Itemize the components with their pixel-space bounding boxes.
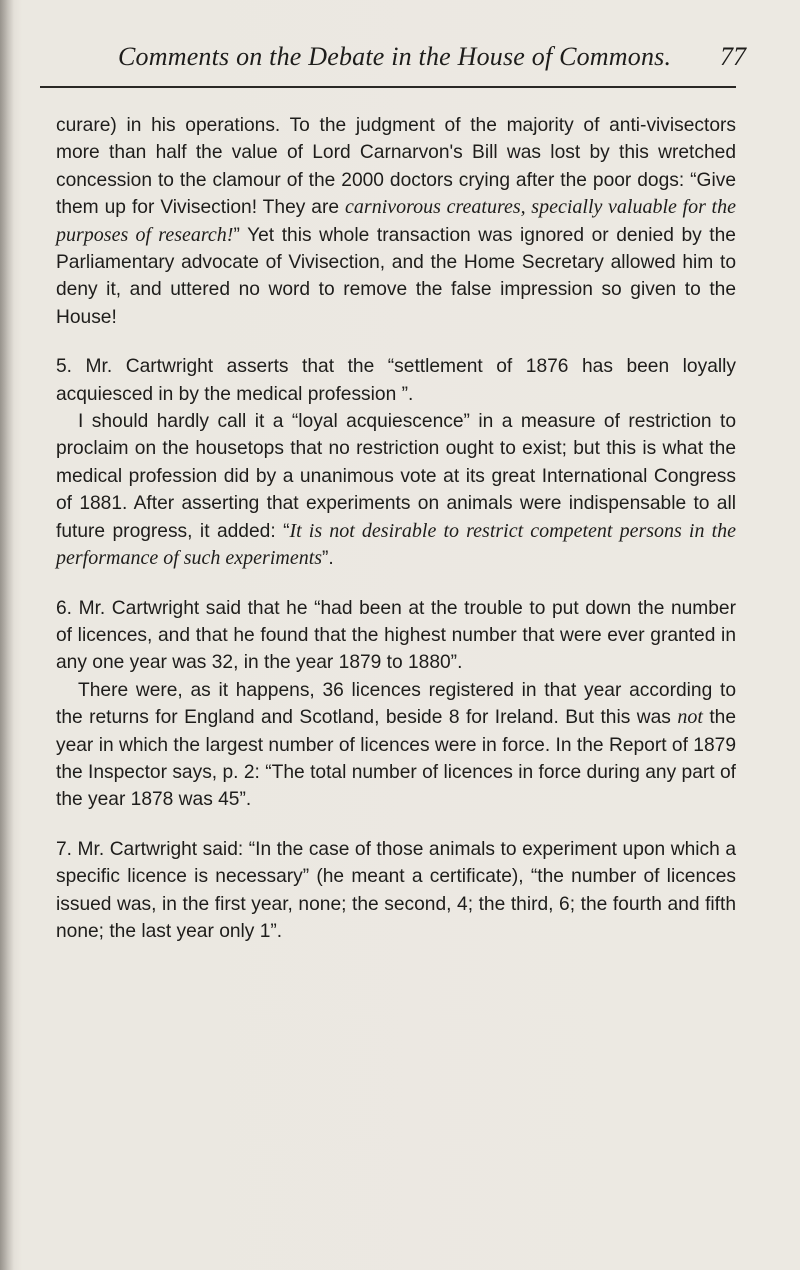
- body-text: [56, 112, 736, 945]
- paragraph-licences-registered: [56, 677, 736, 814]
- paragraph-loyal-acquiescence: [56, 408, 736, 572]
- paragraph-item-5: [56, 353, 736, 408]
- text-run: curare) in his operations. To the judgment of the majority of anti-vivisectors more than half the value of Lord Carnarvon's Bill was lost by this wretched concession to the clamour of the 2000 doctors crying after the poor dogs: “Give them up for Vivisection! They are: [56, 115, 736, 219]
- paragraph-item-6: [56, 595, 736, 677]
- text-run: ” Yet this whole transaction was ignored or denied by the Parliamentary advocate of Vivisection, and the Home Secretary allowed him to deny it, and uttered no word to remove the false impression so given to the House!: [56, 224, 736, 328]
- italic-run: carnivorous creatures, specially valuable for the purposes of research!: [56, 196, 736, 246]
- page-gutter-shadow: [0, 0, 14, 1270]
- paragraph-item-7: [56, 836, 736, 946]
- italic-run: It is not desirable to restrict competent persons in the performance of such experiments: [56, 519, 736, 570]
- text-run: 5. Mr. Cartwright asserts that the “settlement of 1876 has been loyally acquiesced in by the medical profession ”.: [56, 356, 736, 405]
- text-run: 7. Mr. Cartwright said: “In the case of those animals to experiment upon which a specific licence is necessary” (he meant a certificate), “the number of licences issued was, in the first year, none; the second, 4; the third, 6; the fourth and fifth none; the last year only 1”.: [56, 838, 736, 942]
- paragraph-curare: [56, 112, 736, 331]
- text-run: There were, as it happens, 36 licences registered in that year according to the returns for England and Scotland, beside 8 for Ireland. But this was: [56, 679, 736, 729]
- text-run: 6. Mr. Cartwright said that he “had been at the trouble to put down the number of licences, and that he found that the highest number that were ever granted in any one year was 32, in the year 1879 to 1880”.: [56, 597, 736, 674]
- running-title: Comments on the Debate in the House of Commons.: [118, 42, 672, 71]
- text-run: ”.: [322, 548, 334, 570]
- header-rule: [40, 86, 736, 88]
- text-run: the year in which the largest number of licences were in force. In the Report of 1879 the Inspector says, p. 2: “The total number of licences in force during any part of the year 1878 was 45”.: [56, 707, 736, 811]
- italic-run: not: [677, 706, 703, 729]
- page-number: 77: [720, 42, 746, 71]
- text-run: I should hardly call it a “loyal acquiescence” in a measure of restriction to proclaim on the housetops that no restriction ought to exist; but this is what the medical profession did by a unanimous vote at its great International Congress of 1881. After asserting that experiments on animals were indispensable to all future progress, it added: “: [56, 411, 736, 542]
